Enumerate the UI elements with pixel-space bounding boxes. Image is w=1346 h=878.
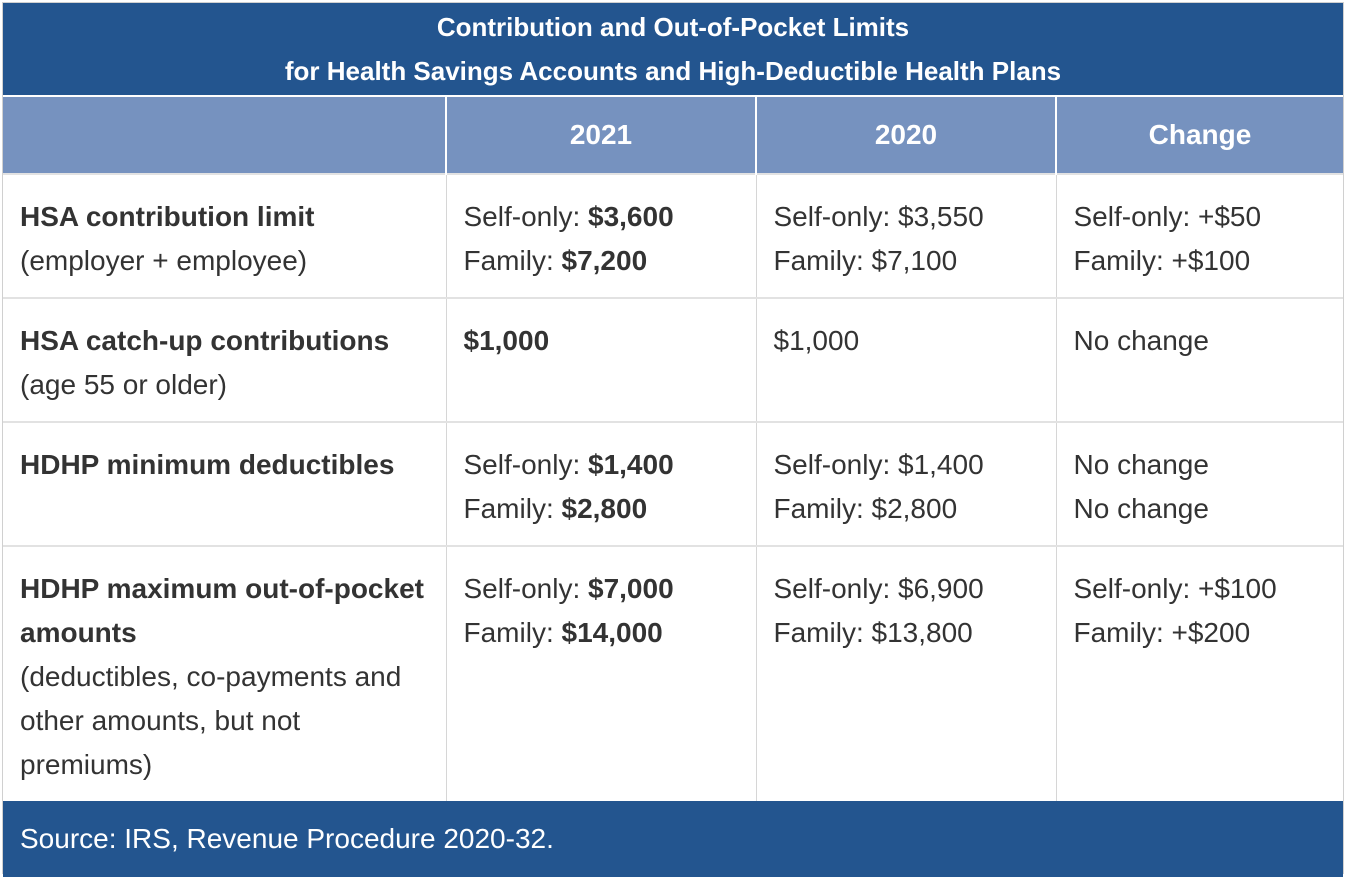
value-prefix: Self-only:	[463, 573, 588, 604]
value-amount: $2,800	[561, 493, 648, 524]
row-label-cell	[3, 546, 446, 801]
value-line: $1,000	[773, 325, 860, 356]
table-title-line-1: Contribution and Out-of-Pocket Limits	[436, 12, 910, 42]
value-line	[464, 611, 740, 655]
value-prefix: Self-only:	[463, 449, 588, 480]
cell-2020	[756, 174, 1056, 298]
value-line: Self-only: +$100	[1073, 573, 1277, 604]
value-line: Self-only: $6,900	[773, 573, 984, 604]
value-line: Family: $13,800	[773, 617, 973, 648]
limits-table	[3, 95, 1343, 801]
value-line	[464, 487, 740, 531]
value-line: Family: $7,100	[773, 245, 958, 276]
value-amount: $1,000	[463, 325, 550, 356]
value-line	[464, 443, 740, 487]
header-cell-2021: 2021	[446, 96, 756, 174]
row-label-cell	[3, 174, 446, 298]
cell-change	[1056, 174, 1343, 298]
value-line: Family: +$200	[1073, 617, 1251, 648]
table-row	[3, 546, 1343, 801]
table-title	[3, 3, 1343, 95]
cell-2021	[446, 298, 756, 422]
row-label: HSA catch-up contributions	[20, 325, 390, 356]
value-amount: $7,200	[561, 245, 648, 276]
header-cell-label	[3, 96, 446, 174]
value-prefix: Family:	[463, 245, 562, 276]
table-row	[3, 422, 1343, 546]
value-line	[464, 567, 740, 611]
row-label: HDHP minimum deductibles	[20, 449, 395, 480]
value-amount: $3,600	[588, 201, 674, 232]
cell-2020	[756, 422, 1056, 546]
cell-2020	[756, 546, 1056, 801]
value-line: Self-only: +$50	[1073, 201, 1262, 232]
row-label-cell	[3, 422, 446, 546]
value-line: No change	[1073, 449, 1209, 480]
value-amount: $14,000	[561, 617, 663, 648]
value-line: No change	[1073, 325, 1209, 356]
row-label: HDHP maximum out-of-pocket amounts	[20, 573, 424, 648]
value-amount: $7,000	[588, 573, 674, 604]
value-line: Family: +$100	[1073, 245, 1251, 276]
value-line: Self-only: $3,550	[773, 201, 984, 232]
cell-2021	[446, 174, 756, 298]
value-prefix: Family:	[463, 493, 562, 524]
source-footer: Source: IRS, Revenue Procedure 2020-32.	[3, 801, 1343, 877]
cell-2021	[446, 422, 756, 546]
value-line: Self-only: $1,400	[773, 449, 984, 480]
cell-change	[1056, 298, 1343, 422]
cell-2021	[446, 546, 756, 801]
value-line: Family: $2,800	[773, 493, 958, 524]
cell-2020	[756, 298, 1056, 422]
value-prefix: Self-only:	[463, 201, 588, 232]
row-sublabel: (deductibles, co-payments and other amounts, but not premiums)	[20, 661, 402, 780]
cell-change	[1056, 546, 1343, 801]
header-cell-change: Change	[1056, 96, 1343, 174]
cell-change	[1056, 422, 1343, 546]
row-label: HSA contribution limit	[20, 201, 315, 232]
header-cell-2020: 2020	[756, 96, 1056, 174]
value-amount: $1,400	[588, 449, 674, 480]
value-line	[464, 195, 740, 239]
value-prefix: Family:	[463, 617, 562, 648]
value-line: No change	[1073, 493, 1209, 524]
table-row	[3, 174, 1343, 298]
table-title-line-2: for Health Savings Accounts and High-Deductible Health Plans	[284, 56, 1062, 86]
row-label-cell	[3, 298, 446, 422]
row-sublabel: (age 55 or older)	[20, 369, 228, 400]
table-row	[3, 298, 1343, 422]
value-line	[464, 239, 740, 283]
value-line	[464, 319, 740, 363]
limits-table-card	[2, 2, 1344, 874]
header-row	[3, 96, 1343, 174]
row-sublabel: (employer + employee)	[20, 245, 308, 276]
